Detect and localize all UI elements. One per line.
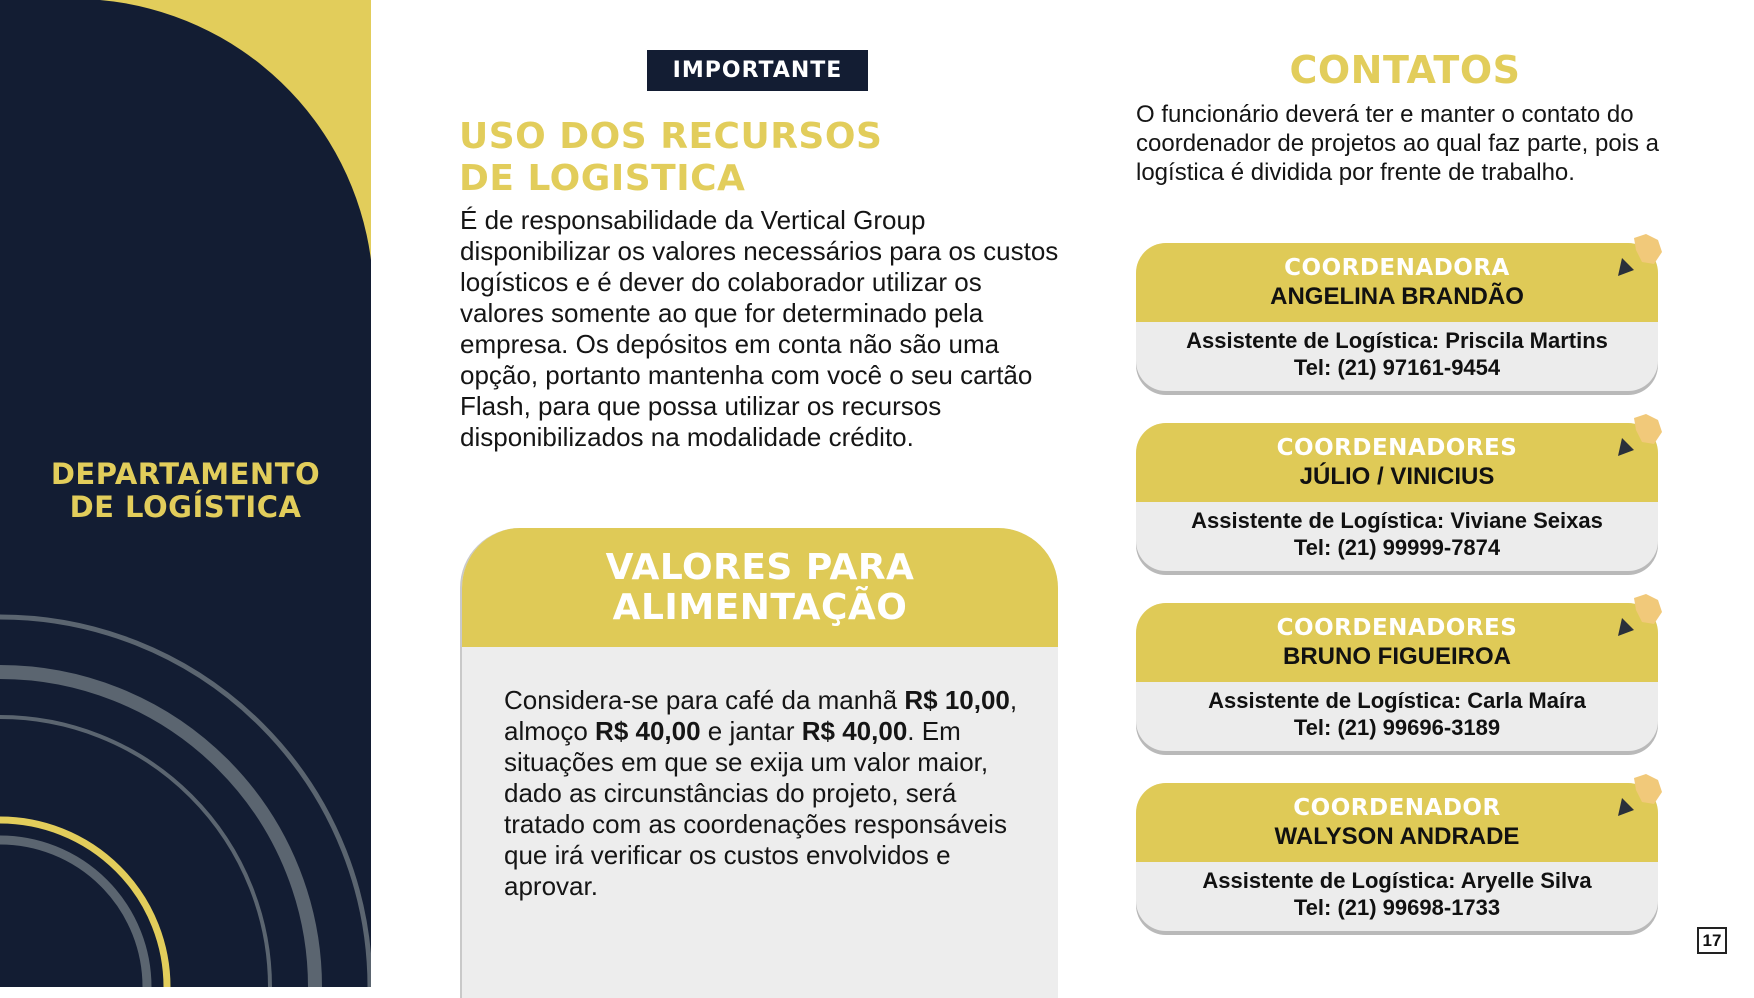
assistant-phone: Tel: (21) 99698-1733 [1293,895,1501,920]
left-decorative-panel [0,0,371,987]
coordinator-name: BRUNO FIGUEIROA [1283,642,1511,670]
assistant-name: Assistente de Logística: Viviane Seixas [1191,508,1603,533]
coordinator-card-header [1136,423,1658,502]
meal-values-text-4: . Em situações em que se exija um valor maior, dado as circunstâncias do projeto, será tratado com as coordenações responsáveis que irá verificar os custos envolvidos e aprovar. [504,716,1007,901]
coordinator-card-details [1136,862,1658,921]
assistant-phone: Tel: (21) 99999-7874 [1293,535,1501,560]
cursor-click-icon [1612,412,1666,458]
section-body-text: É de responsabilidade da Vertical Group disponibilizar os valores necessários para os custos logísticos e é dever do colaborador utilizar os valores somente ao que for determinado pela empresa. Os depósitos em conta não são uma opção, portanto mantenha com você o seu cartão Flash, para que possa utilizar os recursos disponibilizados na modalidade crédito. [460,205,1059,452]
meal-values-text-2: , almoço [504,685,1018,746]
ring-inner [0,840,147,987]
cursor-click-icon [1612,232,1666,278]
coordinator-card [1136,603,1658,751]
coordinator-name: WALYSON ANDRADE [1274,822,1520,850]
coordinator-role: COORDENADORES [1276,434,1518,461]
meal-values-header [462,528,1058,647]
coordinator-card [1136,423,1658,571]
coordinator-role: COORDENADOR [1293,794,1501,821]
assistant-name: Assistente de Logística: Carla Maíra [1208,688,1586,713]
section-title-line-2: DE LOGISTICA [459,158,746,199]
meal-values-text-3: e jantar [700,716,802,746]
meal-values-text [504,685,1024,902]
assistant-name: Assistente de Logística: Priscila Martins [1186,328,1608,353]
cursor-click-icon [1612,592,1666,638]
coordinator-role: COORDENADORES [1276,614,1518,641]
department-title [0,458,371,524]
breakfast-value: R$ 10,00 [904,685,1010,715]
assistant-name: Assistente de Logística: Aryelle Silva [1202,868,1592,893]
coordinator-card-header [1136,603,1658,682]
meal-values-card [460,528,1058,998]
coordinator-name: JÚLIO / VINICIUS [1299,462,1495,490]
section-title-line-1: USO DOS RECURSOS [459,116,883,157]
coordinator-role: COORDENADORA [1284,254,1510,281]
coordinator-card-header [1136,243,1658,322]
assistant-phone: Tel: (21) 97161-9454 [1293,355,1501,380]
coordinator-card [1136,243,1658,391]
meal-values-text-1: Considera-se para café da manhã [504,685,905,715]
meal-values-title-line-2: ALIMENTAÇÃO [612,586,908,628]
contacts-title: CONTATOS [1289,48,1521,92]
contacts-intro: O funcionário deverá ter e manter o contato do coordenador de projetos ao qual faz parte, pois a logística é dividida por frente de trabalho. [1136,101,1660,186]
yellow-corner-arc [100,0,371,260]
coordinator-card-header [1136,783,1658,862]
page-number: 17 [1697,927,1727,954]
coordinator-name: ANGELINA BRANDÃO [1270,282,1524,310]
section-title [459,116,979,200]
coordinator-card-details [1136,502,1658,561]
coordinator-card-details [1136,682,1658,741]
dinner-value: R$ 40,00 [801,716,908,746]
coordinator-card-details [1136,322,1658,381]
coordinator-card [1136,783,1658,931]
department-title-line-2: DE LOGÍSTICA [69,490,302,524]
cursor-click-icon [1612,772,1666,818]
department-title-line-1: DEPARTAMENTO [50,457,321,491]
important-tag: IMPORTANTE [647,50,868,91]
assistant-phone: Tel: (21) 99696-3189 [1293,715,1501,740]
lunch-value: R$ 40,00 [595,716,701,746]
ring-middle [0,717,270,987]
meal-values-title-line-1: VALORES PARA [605,546,915,588]
